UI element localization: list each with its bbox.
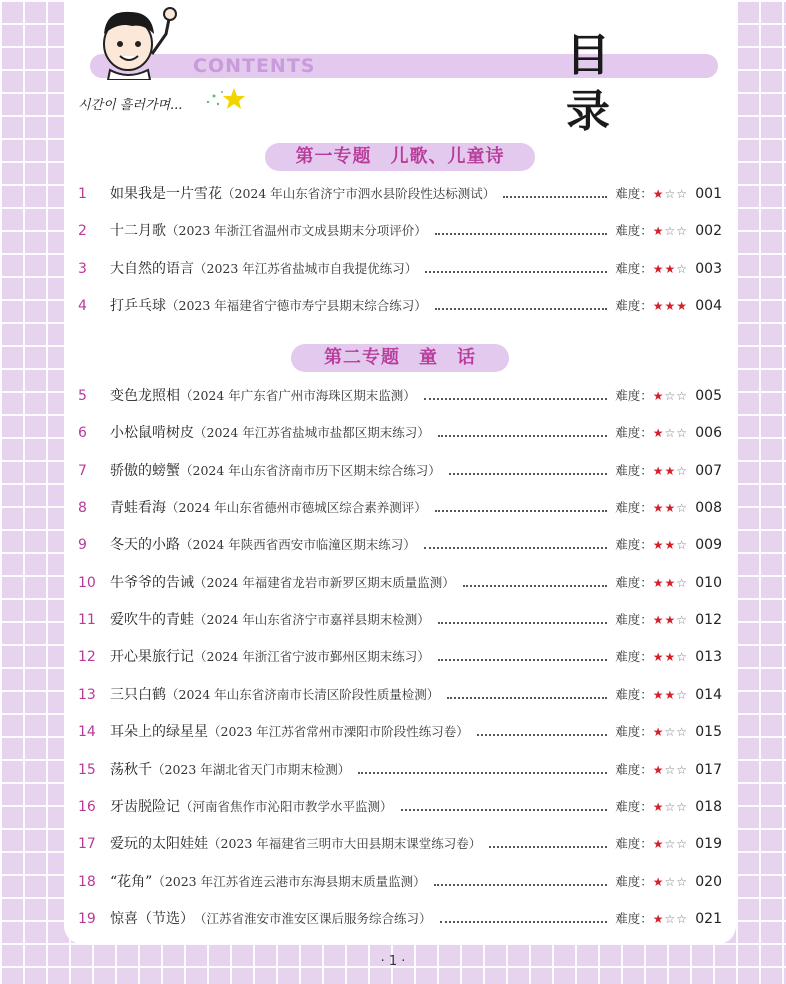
entry-number: 17 [78, 836, 96, 852]
difficulty-stars-icon: ★★☆ [652, 613, 688, 627]
dot-leader [435, 307, 607, 310]
entry-source: （河南省焦作市沁阳市教学水平监测） [180, 799, 393, 814]
toc-entry[interactable] [78, 459, 722, 483]
entry-page: 006 [695, 425, 722, 441]
dot-leader [425, 270, 607, 273]
entry-source: （2024 年福建省龙岩市新罗区期末质量监测） [194, 575, 455, 590]
contents-label: CONTENTS [193, 55, 316, 77]
entry-number: 14 [78, 724, 96, 740]
toc-entry[interactable] [78, 571, 722, 595]
toc-entry[interactable] [78, 645, 722, 669]
difficulty-label: 难度： [615, 724, 653, 739]
difficulty-label: 难度： [615, 612, 653, 627]
toc-entry[interactable] [78, 683, 722, 707]
dot-leader [438, 658, 607, 661]
entry-title: 变色龙照相 [110, 388, 180, 404]
toc-entry[interactable] [78, 832, 722, 856]
entry-source: （2024 年广东省广州市海珠区期末监测） [180, 388, 416, 403]
difficulty-stars-icon: ★★☆ [652, 576, 688, 590]
entry-number: 19 [78, 911, 96, 927]
entry-title: 小松鼠啃树皮 [110, 425, 194, 441]
entry-page: 008 [695, 500, 722, 516]
difficulty-stars-icon: ★☆☆ [652, 224, 688, 238]
entry-title: 大自然的语言 [110, 261, 194, 277]
entry-title: 爱玩的太阳娃娃 [110, 836, 208, 852]
difficulty-stars-icon: ★★★ [652, 299, 688, 313]
entry-page: 002 [695, 223, 722, 239]
entry-number: 1 [78, 186, 87, 202]
toc-entry[interactable] [78, 294, 722, 318]
difficulty-label: 难度： [615, 687, 653, 702]
entry-page: 003 [695, 261, 722, 277]
difficulty-label: 难度： [615, 223, 653, 238]
entry-page: 013 [695, 649, 722, 665]
toc-entry[interactable] [78, 795, 722, 819]
entry-title: “花角” [110, 874, 153, 890]
toc-entry[interactable] [78, 608, 722, 632]
difficulty-stars-icon: ★☆☆ [652, 763, 688, 777]
difficulty-label: 难度： [615, 911, 653, 926]
entry-title: 骄傲的螃蟹 [110, 463, 180, 479]
difficulty-label: 难度： [615, 874, 653, 889]
entry-source: （2023 年浙江省温州市文成县期末分项评价） [166, 223, 427, 238]
difficulty-label: 难度： [615, 799, 653, 814]
entry-number: 5 [78, 388, 87, 404]
difficulty-stars-icon: ★☆☆ [652, 725, 688, 739]
entry-page: 014 [695, 687, 722, 703]
entry-number: 15 [78, 762, 96, 778]
stars-decoration-icon [196, 84, 246, 114]
difficulty-stars-icon: ★☆☆ [652, 800, 688, 814]
difficulty-label: 难度： [615, 388, 653, 403]
difficulty-label: 难度： [615, 836, 653, 851]
difficulty-stars-icon: ★★☆ [652, 688, 688, 702]
entry-number: 2 [78, 223, 87, 239]
toc-entry[interactable] [78, 758, 722, 782]
entry-source: （2024 年山东省济南市历下区期末综合练习） [180, 463, 441, 478]
difficulty-label: 难度： [615, 186, 653, 201]
section-title-1: 第一专题 儿歌、儿童诗 [265, 143, 535, 171]
difficulty-label: 难度： [615, 575, 653, 590]
page-title: 目 录 [566, 30, 650, 137]
entry-number: 4 [78, 298, 87, 314]
entry-source: （江苏省淮安市淮安区课后服务综合练习） [194, 911, 432, 926]
difficulty-stars-icon: ★★☆ [652, 538, 688, 552]
toc-entry[interactable] [78, 257, 722, 281]
entry-number: 8 [78, 500, 87, 516]
entry-source: （2024 年江苏省盐城市盐都区期末练习） [194, 425, 430, 440]
entry-page: 005 [695, 388, 722, 404]
difficulty-label: 难度： [615, 649, 653, 664]
entry-title: 冬天的小路 [110, 537, 180, 553]
entry-number: 16 [78, 799, 96, 815]
dot-leader [358, 771, 607, 774]
dot-leader [438, 621, 607, 624]
toc-entry[interactable] [78, 533, 722, 557]
toc-entry[interactable] [78, 219, 722, 243]
section-title-2: 第二专题 童 话 [291, 344, 509, 372]
logo-text: 시간이 흘러가며... [78, 98, 183, 113]
entry-page: 004 [695, 298, 722, 314]
toc-entry[interactable] [78, 182, 722, 206]
difficulty-label: 难度： [615, 298, 653, 313]
entry-source: （2024 年山东省济宁市泗水县阶段性达标测试） [222, 186, 496, 201]
dot-leader [447, 696, 607, 699]
entry-page: 007 [695, 463, 722, 479]
entry-number: 11 [78, 612, 96, 628]
entry-page: 010 [695, 575, 722, 591]
difficulty-stars-icon: ★☆☆ [652, 187, 688, 201]
dot-leader [435, 509, 607, 512]
entry-page: 001 [695, 186, 722, 202]
entry-source: （2024 年山东省济南市长清区阶段性质量检测） [166, 687, 440, 702]
entry-number: 9 [78, 537, 87, 553]
entry-title: 爱吹牛的青蛙 [110, 612, 194, 628]
toc-entry[interactable] [78, 907, 722, 931]
entry-page: 019 [695, 836, 722, 852]
dot-leader [424, 397, 607, 400]
entry-source: （2023 年湖北省天门市期末检测） [152, 762, 351, 777]
entry-number: 7 [78, 463, 87, 479]
dot-leader [503, 195, 607, 198]
difficulty-label: 难度： [615, 537, 653, 552]
entry-source: （2024 年浙江省宁波市鄞州区期末练习） [194, 649, 430, 664]
toc-entry[interactable] [78, 720, 722, 744]
entry-source: （2024 年陕西省西安市临潼区期末练习） [180, 537, 416, 552]
entry-source: （2023 年江苏省盐城市自我提优练习） [194, 261, 418, 276]
entry-page: 018 [695, 799, 722, 815]
dot-leader [477, 733, 607, 736]
entry-title: 荡秋千 [110, 762, 152, 778]
entry-title: 耳朵上的绿星星 [110, 724, 208, 740]
difficulty-label: 难度： [615, 463, 653, 478]
entry-page: 012 [695, 612, 722, 628]
difficulty-stars-icon: ★☆☆ [652, 837, 688, 851]
entry-number: 13 [78, 687, 96, 703]
toc-entry[interactable] [78, 496, 722, 520]
entry-title: 三只白鹤 [110, 687, 166, 703]
entry-source: （2023 年福建省宁德市寿宁县期末综合练习） [166, 298, 427, 313]
toc-entry[interactable] [78, 384, 722, 408]
dot-leader [449, 472, 607, 475]
entry-number: 10 [78, 575, 96, 591]
difficulty-label: 难度： [615, 425, 653, 440]
entry-title: 牙齿脱险记 [110, 799, 180, 815]
entry-page: 015 [695, 724, 722, 740]
difficulty-stars-icon: ★★☆ [652, 501, 688, 515]
entry-source: （2024 年山东省济宁市嘉祥县期末检测） [194, 612, 430, 627]
difficulty-stars-icon: ★★☆ [652, 262, 688, 276]
difficulty-label: 难度： [615, 261, 653, 276]
toc-entry[interactable] [78, 421, 722, 445]
entry-source: （2023 年江苏省连云港市东海县期末质量监测） [152, 874, 426, 889]
entry-source: （2023 年江苏省常州市溧阳市阶段性练习卷） [208, 724, 469, 739]
difficulty-stars-icon: ★☆☆ [652, 426, 688, 440]
entry-number: 18 [78, 874, 96, 890]
entry-page: 021 [695, 911, 722, 927]
entry-source: （2023 年福建省三明市大田县期末课堂练习卷） [208, 836, 482, 851]
dot-leader [401, 808, 608, 811]
dot-leader [435, 232, 607, 235]
entry-title: 十二月歌 [110, 223, 166, 239]
dot-leader [438, 434, 607, 437]
toc-entry[interactable] [78, 870, 722, 894]
entry-page: 017 [695, 762, 722, 778]
dot-leader [489, 845, 607, 848]
entry-title: 打乒乓球 [110, 298, 166, 314]
dot-leader [424, 546, 607, 549]
difficulty-stars-icon: ★★☆ [652, 464, 688, 478]
entry-source: （2024 年山东省德州市德城区综合素养测评） [166, 500, 427, 515]
entry-title: 惊喜（节选） [110, 911, 194, 927]
difficulty-stars-icon: ★☆☆ [652, 389, 688, 403]
boy-mascot-icon [88, 4, 180, 80]
entry-number: 6 [78, 425, 87, 441]
difficulty-stars-icon: ★★☆ [652, 650, 688, 664]
entry-number: 12 [78, 649, 96, 665]
entry-title: 牛爷爷的告诫 [110, 575, 194, 591]
difficulty-stars-icon: ★☆☆ [652, 912, 688, 926]
entry-title: 如果我是一片雪花 [110, 186, 222, 202]
difficulty-label: 难度： [615, 500, 653, 515]
dot-leader [440, 920, 608, 923]
entry-page: 020 [695, 874, 722, 890]
entry-title: 开心果旅行记 [110, 649, 194, 665]
difficulty-stars-icon: ★☆☆ [652, 875, 688, 889]
page-number: · 1 · [380, 954, 406, 969]
entry-page: 009 [695, 537, 722, 553]
entry-title: 青蛙看海 [110, 500, 166, 516]
difficulty-label: 难度： [615, 762, 653, 777]
entry-number: 3 [78, 261, 87, 277]
dot-leader [434, 883, 608, 886]
dot-leader [463, 584, 607, 587]
